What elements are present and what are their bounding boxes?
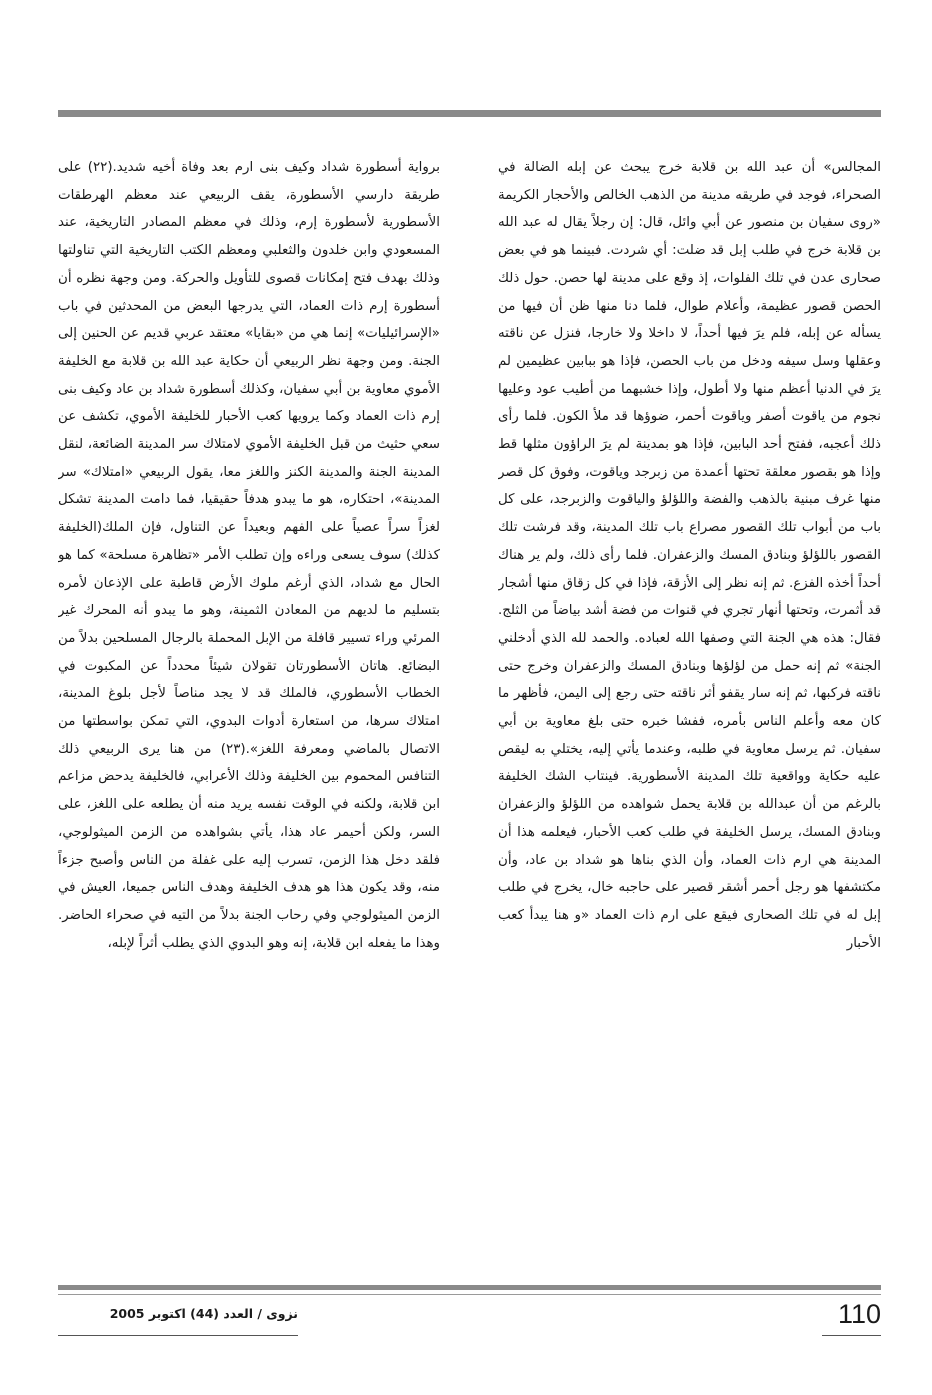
page-number: 110 xyxy=(837,1299,881,1329)
bottom-divider-thin xyxy=(58,1294,881,1295)
issue-label-underline xyxy=(58,1335,298,1336)
column-right-text: المجالس» أن عبد الله بن قلابة خرج يبحث عن إبله الضالة في الصحراء، فوجد في طريقه مدينة من الذهب الخالص والأحجار الكريمة «روى سفيان بن منصور عن أبي وائل، قال: إن رجلاً يقال له عبد الله بن قلابة خرج في طلب إبل قد ضلت: أي شردت. فبينما هو في بعض صحارى عدن في تلك الفلوات، إذ وقع على مدينة لها حصن. حول ذلك الحصن قصور عظيمة، وأعلام طوال، فلما دنا منها ظن أن فيها من يسأله عن إبله، فلم يرَ فيها أحداً، لا داخلا ولا خارجا، فنزل عن ناقته وعقلها وسل سيفه ودخل من باب الحصن، فإذا هو ببابين عظيمين لم يرَ في الدنيا أعظم منها ولا أطول، وإذا خشبهما من أطيب عود وعليها نجوم من ياقوت أصفر وياقوت أحمر، ضوؤها قد ملأ الكون. فلما رأى ذلك أعجبه، ففتح أحد البابين، فإذا هو بمدينة لم يرَ الراؤون مثلها قط وإذا هو بقصور معلقة تحتها أعمدة من زبرجد وياقوت، وفوق كل قصر منها غرف مبنية بالذهب والفضة واللؤلؤ والياقوت والزبرجد، على كل باب من أبواب تلك القصور مصراع باب تلك المدينة، وقد فرشت تلك القصور باللؤلؤ وبنادق المسك والزعفران. فلما رأى ذلك، ولم ير هناك أحداً أخذه الفزع. ثم إنه نظر إلى الأزقة، فإذا في كل زقاق منها أشجار قد أثمرت، وتحتها أنهار تجري في قنوات من فضة أشد بياضاً من الثلج. فقال: هذه هي الجنة التي وصفها الله لعباده. والحمد لله الذي أدخلني الجنة» ثم إنه حمل من لؤلؤها وبنادق المسك والزعفران وخرج حتى ناقته فركبها، ثم إنه سار يقفو أثر ناقته حتى رجع إلى اليمن، فأظهر ما كان معه وأعلم الناس بأمره، ففشا خبره حتى بلغ معاوية بن أبي سفيان. ثم يرسل معاوية في طلبه، وعندما يأتي إليه، يختلي به ليقص عليه حكاية وواقعية تلك المدينة الأسطورية. فينتاب الشك الخليفة بالرغم من أن عبدالله بن قلابة يحمل شواهده من اللؤلؤ والزعفران وبنادق المسك، يرسل الخليفة في طلب كعب الأحبار، فيعلمه هذا أن المدينة هي ارم ذات العماد، وأن الذي بناها هو شداد بن عاد، وأن مكتشفها هو رجل أحمر أشقر قصير على حاجبه خال، يخرج في طلب إبل له في تلك الصحارى فيقع على ارم ذات العماد «و هنا يبدأ كعب الأحبار xyxy=(498,160,881,951)
page-number-underline xyxy=(822,1335,881,1336)
issue-label: نزوى / العدد (44) اكتوبر 2005 xyxy=(109,1306,298,1321)
text-column-left xyxy=(58,154,440,1264)
top-divider xyxy=(58,110,881,117)
text-column-right xyxy=(498,154,881,1264)
column-left-text: برواية أسطورة شداد وكيف بنى ارم بعد وفاة أخيه شديد.(٢٢) على طريقة دارسي الأسطورة، يقف الربيعي عند معظم الهرطقات الأسطورية لأسطورة إرم، وذلك في معظم المصادر التاريخية، عند المسعودي وابن خلدون والثعلبي ومعظم الكتب التاريخية التي تناولتها وذلك بهدف فتح إمكانات قصوى للتأويل والحركة. ومن وجهة نظره أن أسطورة إرم ذات العماد، التي يدرجها البعض من المحدثين في باب «الإسرائيليات» إنما هي من «بقايا» معتقد عربي قديم عن الحنين إلى الجنة. ومن وجهة نظر الربيعي أن حكاية عبد الله بن قلابة مع الخليفة الأموي معاوية بن أبي سفيان، وكذلك أسطورة شداد بن عاد وكيف بنى إرم ذات العماد وكما يرويها كعب الأحبار للخليفة الأموي، تكشف عن سعي حثيث من قبل الخليفة الأموي لامتلاك سر المدينة الضائعة، لنقل المدينة الجنة والمدينة الكنز واللغز معا، يقول الربيعي «امتلاك» سر المدينة»، احتكاره، هو ما يبدو هدفاً حقيقيا، فما دامت المدينة تشكل لغزاً سراً عصياً على الفهم وبعيداً عن التناول، فإن الملك(الخليفة كذلك) سوف يسعى وراءه وإن تطلب الأمر «تظاهرة مسلحة» كما هو الحال مع شداد، الذي أرغم ملوك الأرض قاطبة على الإذعان لأمره بتسليم ما لديهم من المعادن الثمينة، وهو ما يبدو أنه المحرك غير المرئي وراء تسيير قافلة من الإبل المحملة بالرجال المسلحين بدلاً من البضائع. هاتان الأسطورتان تقولان شيئاً محدداً عن المكبوت في الخطاب الأسطوري، فالملك قد لا يجد مناصاً لأجل بلوغ المدينة، امتلاك سرها، من استعارة أدوات البدوي، التي تمكن بواسطتها من الاتصال بالماضي ومعرفة اللغز».(٢٣) من هنا يرى الربيعي ذلك التنافس المحموم بين الخليفة وذلك الأعرابي، فالخليفة يدحض مزاعم ابن قلابة، ولكنه في الوقت نفسه يريد منه أن يطلعه على اللغز، على السر، ولكن أحيمر عاد هذا، يأتي بشواهده من الزمن الميثولوجي، فلقد دخل هذا الزمن، تسرب إليه على غفلة من الناس وأصبح جزءاً منه، وقد يكون هذا هو هدف الخليفة وهدف الناس جميعا، العيش في الزمن الميثولوجي وفي رحاب الجنة بدلاً من التيه في صحراء الحاضر. وهذا ما يفعله ابن قلابة، إنه وهو البدوي الذي يطلب أثراً لإبله، xyxy=(58,160,440,951)
bottom-divider xyxy=(58,1285,881,1290)
